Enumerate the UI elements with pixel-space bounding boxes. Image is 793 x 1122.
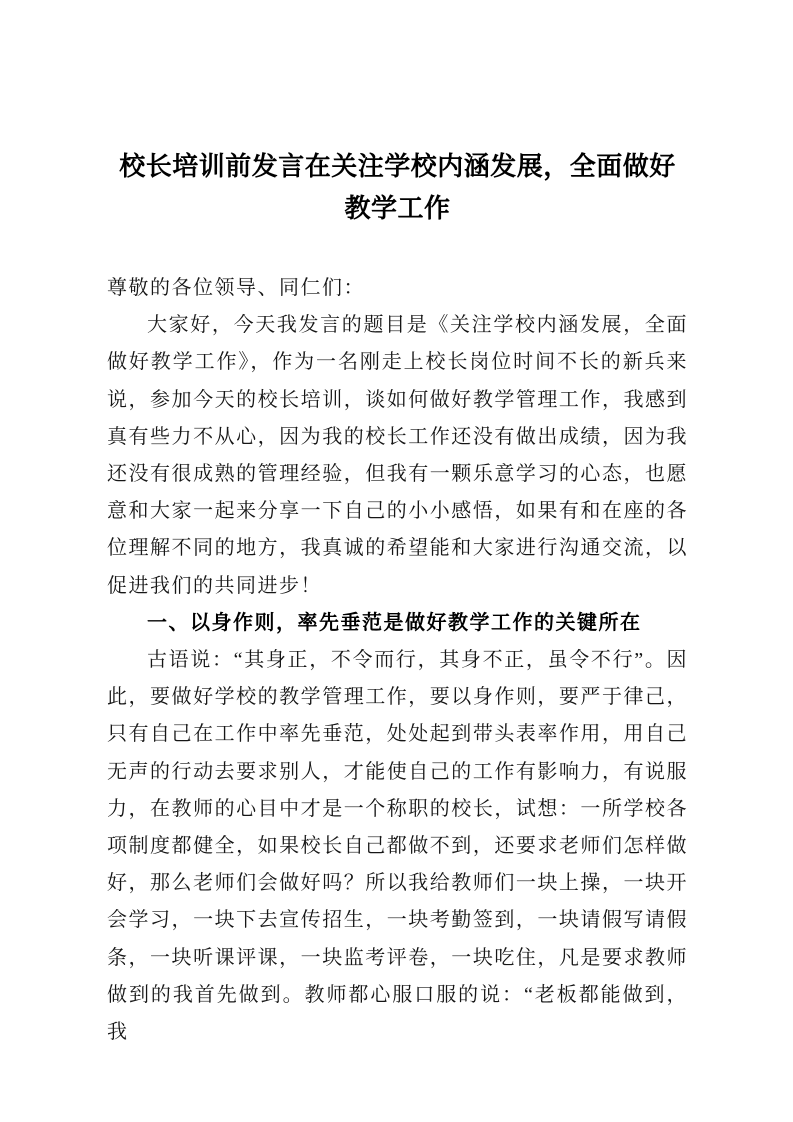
section-1-paragraph: 古语说：“其身正，不令而行，其身不正，虽令不行”。因此，要做好学校的教学管理工作，要以身作则，要严于律己，只有自己在工作中率先垂范，处处起到带头表率作用，用自己无声的行动去要求别人，才能使自己的工作有影响力，有说服力，在教师的心目中才是一个称职的校长，试想：一所学校各项制度都健全，如果校长自己都做不到，还要求老师们怎样做好，那么老师们会做好吗？所以我给教师们一块上操，一块开会学习，一块下去宣传招生，一块考勤签到，一块请假写请假条，一块听课评课，一块监考评卷，一块吃住，凡是要求教师做到的我首先做到。教师都心服口服的说：“老板都能做到，我 (107, 649, 688, 1044)
intro-paragraph: 大家好，今天我发言的题目是《关注学校内涵发展，全面做好教学工作》，作为一名刚走上校长岗位时间不长的新兵来说，参加今天的校长培训，谈如何做好教学管理工作，我感到真有些力不从心，因为我的校长工作还没有做出成绩，因为我还没有很成熟的管理经验，但我有一颗乐意学习的心态，也愿意和大家一起来分享一下自己的小小感悟，如果有和在座的各位理解不同的地方，我真诚的希望能和大家进行沟通交流，以促进我们的共同进步！ (107, 314, 688, 597)
section-1-heading: 一、以身作则，率先垂范是做好教学工作的关键所在 (147, 611, 642, 634)
salutation-line: 尊敬的各位领导、同仁们： (107, 277, 365, 299)
document-title: 校长培训前发言在关注学校内涵发展，全面做好教学工作 (119, 152, 676, 223)
